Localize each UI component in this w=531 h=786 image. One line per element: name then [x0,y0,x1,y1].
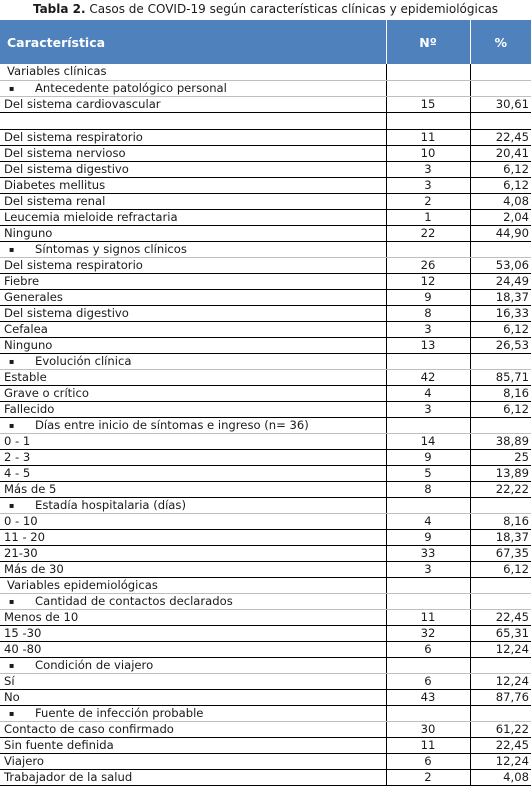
empty-cell [470,417,531,433]
row-count: 8 [386,305,470,321]
row-percent: 85,71 [470,369,531,385]
row-percent: 6,12 [470,177,531,193]
row-label: Estable [0,369,386,385]
row-count: 3 [386,161,470,177]
bullet-icon: ▪ [9,420,15,430]
table-subgroup-row [0,705,531,721]
empty-cell [470,705,531,721]
table-row [0,369,531,385]
table-blank-row [0,112,531,129]
table-row [0,161,531,177]
table-subgroup-row [0,593,531,609]
row-count: 6 [386,753,470,769]
row-label: Fallecido [0,401,386,417]
subgroup-cell [0,657,386,673]
row-label: Del sistema renal [0,193,386,209]
row-count: 33 [386,545,470,561]
row-percent: 13,89 [470,465,531,481]
row-label: Menos de 10 [0,609,386,625]
table-row [0,129,531,145]
empty-cell [470,80,531,96]
table-subgroup-row [0,241,531,257]
table-caption-label: Tabla 2. [32,2,86,16]
row-count: 9 [386,289,470,305]
row-count: 3 [386,177,470,193]
subgroup-cell [0,417,386,433]
bullet-icon: ▪ [9,660,15,670]
row-label: 0 - 10 [0,513,386,529]
row-count: 3 [386,561,470,577]
row-percent: 12,24 [470,753,531,769]
row-percent: 22,45 [470,129,531,145]
row-label: 15 -30 [0,625,386,641]
row-percent: 26,53 [470,337,531,353]
row-count: 12 [386,273,470,289]
row-count: 32 [386,625,470,641]
row-count: 11 [386,129,470,145]
empty-cell [386,353,470,369]
row-count: 14 [386,433,470,449]
row-count: 10 [386,145,470,161]
subgroup-label: Antecedente patológico personal [35,80,227,95]
row-count: 3 [386,321,470,337]
row-percent: 4,08 [470,769,531,785]
empty-cell [386,657,470,673]
subgroup-cell [0,353,386,369]
bullet-icon: ▪ [9,708,15,718]
row-label: Fiebre [0,273,386,289]
table-group-row [0,64,531,80]
table-row [0,321,531,337]
table-group-row [0,577,531,593]
row-label: Más de 30 [0,561,386,577]
row-percent: 87,76 [470,689,531,705]
empty-cell [470,353,531,369]
row-percent: 6,12 [470,161,531,177]
table-row [0,673,531,689]
row-label: Del sistema respiratorio [0,257,386,273]
row-percent: 22,22 [470,481,531,497]
row-count: 13 [386,337,470,353]
subgroup-cell [0,497,386,513]
empty-cell [386,417,470,433]
row-label: Ninguno [0,337,386,353]
table-row [0,721,531,737]
row-percent: 20,41 [470,145,531,161]
table-row [0,193,531,209]
row-label: 0 - 1 [0,433,386,449]
group-label: Variables epidemiológicas [0,577,386,593]
row-percent: 16,33 [470,305,531,321]
empty-cell [470,497,531,513]
table-header [0,20,531,64]
subgroup-label: Síntomas y signos clínicos [35,241,187,256]
row-label: 40 -80 [0,641,386,657]
row-percent: 2,04 [470,209,531,225]
empty-cell [386,241,470,257]
row-label: Sí [0,673,386,689]
row-percent: 22,45 [470,737,531,753]
row-count: 15 [386,96,470,112]
table-row [0,513,531,529]
empty-cell [470,112,531,129]
table-row [0,529,531,545]
bullet-icon: ▪ [9,244,15,254]
row-count: 5 [386,465,470,481]
row-label: No [0,689,386,705]
table-row [0,545,531,561]
row-label: Del sistema nervioso [0,145,386,161]
header-porcentaje: % [494,34,508,50]
row-percent: 18,37 [470,289,531,305]
subgroup-label: Evolución clínica [35,353,132,368]
subgroup-cell [0,80,386,96]
row-percent: 25 [470,449,531,465]
table-row [0,385,531,401]
empty-cell [470,241,531,257]
empty-cell [470,657,531,673]
row-percent: 44,90 [470,225,531,241]
subgroup-label: Estadía hospitalaria (días) [35,497,186,512]
table-subgroup-row [0,657,531,673]
row-count: 9 [386,529,470,545]
bullet-icon: ▪ [9,83,15,93]
empty-cell [386,64,470,80]
row-count: 8 [386,481,470,497]
bullet-icon: ▪ [9,356,15,366]
row-label: Del sistema digestivo [0,305,386,321]
table-row [0,689,531,705]
table-row [0,753,531,769]
empty-cell [386,705,470,721]
row-percent: 8,16 [470,385,531,401]
row-label: Ninguno [0,225,386,241]
subgroup-label: Cantidad de contactos declarados [35,593,233,608]
group-label: Variables clínicas [0,64,386,80]
row-percent: 22,45 [470,609,531,625]
empty-cell [386,497,470,513]
table-row [0,609,531,625]
table-row [0,209,531,225]
row-label: Del sistema digestivo [0,161,386,177]
table-caption [0,0,531,20]
table-header-row [0,20,531,64]
subgroup-cell [0,593,386,609]
table-row [0,177,531,193]
table-row [0,737,531,753]
row-percent: 24,49 [470,273,531,289]
table-row [0,257,531,273]
table-row [0,641,531,657]
row-percent: 30,61 [470,96,531,112]
bullet-icon: ▪ [9,596,15,606]
row-percent: 67,35 [470,545,531,561]
row-label: Generales [0,289,386,305]
empty-cell [470,577,531,593]
row-percent: 12,24 [470,673,531,689]
row-label: 21-30 [0,545,386,561]
subgroup-cell [0,241,386,257]
table-row [0,289,531,305]
row-count: 4 [386,513,470,529]
row-count: 6 [386,673,470,689]
row-label: 11 - 20 [0,529,386,545]
row-percent: 6,12 [470,401,531,417]
table-row [0,337,531,353]
empty-cell [470,64,531,80]
covid-characteristics-table [0,20,531,786]
row-percent: 61,22 [470,721,531,737]
row-label: Leucemia mieloide refractaria [0,209,386,225]
row-label: Contacto de caso confirmado [0,721,386,737]
table-row [0,561,531,577]
row-label: Del sistema respiratorio [0,129,386,145]
row-count: 42 [386,369,470,385]
table-row [0,225,531,241]
bullet-icon: ▪ [9,500,15,510]
subgroup-label: Condición de viajero [35,657,154,672]
subgroup-cell [0,705,386,721]
table-row [0,273,531,289]
row-percent: 4,08 [470,193,531,209]
row-percent: 6,12 [470,561,531,577]
table-row [0,769,531,785]
table-row [0,449,531,465]
row-count: 4 [386,385,470,401]
empty-cell [0,112,386,129]
row-count: 6 [386,641,470,657]
subgroup-label: Días entre inicio de síntomas e ingreso (n= 36) [35,417,309,432]
empty-cell [470,593,531,609]
subgroup-label: Fuente de infección probable [35,705,204,720]
empty-cell [386,593,470,609]
row-count: 11 [386,737,470,753]
table-subgroup-row [0,417,531,433]
row-count: 1 [386,209,470,225]
row-count: 22 [386,225,470,241]
row-count: 26 [386,257,470,273]
row-label: Cefalea [0,321,386,337]
table-row [0,625,531,641]
row-count: 43 [386,689,470,705]
row-label: Diabetes mellitus [0,177,386,193]
table-subgroup-row [0,80,531,96]
row-label: 4 - 5 [0,465,386,481]
empty-cell [386,577,470,593]
row-label: 2 - 3 [0,449,386,465]
table-row [0,305,531,321]
row-label: Del sistema cardiovascular [0,96,386,112]
row-percent: 12,24 [470,641,531,657]
row-label: Grave o crítico [0,385,386,401]
empty-cell [386,112,470,129]
table-row [0,433,531,449]
table-row [0,96,531,112]
row-count: 2 [386,193,470,209]
row-count: 30 [386,721,470,737]
row-percent: 18,37 [470,529,531,545]
table-row [0,145,531,161]
row-label: Viajero [0,753,386,769]
table-row [0,401,531,417]
empty-cell [386,80,470,96]
row-label: Sin fuente definida [0,737,386,753]
row-count: 11 [386,609,470,625]
row-percent: 38,89 [470,433,531,449]
row-percent: 8,16 [470,513,531,529]
row-label: Trabajador de la salud [0,769,386,785]
table-row [0,465,531,481]
row-count: 9 [386,449,470,465]
row-percent: 53,06 [470,257,531,273]
row-percent: 65,31 [470,625,531,641]
table-caption-text: Casos de COVID-19 según características clínicas y epidemiológicas [85,2,499,16]
row-percent: 6,12 [470,321,531,337]
table-subgroup-row [0,497,531,513]
header-numero: Nº [386,20,470,64]
row-label: Más de 5 [0,481,386,497]
table-body [0,64,531,785]
header-caracteristica: Característica [0,20,386,64]
row-count: 2 [386,769,470,785]
row-count: 3 [386,401,470,417]
table-row [0,481,531,497]
table-subgroup-row [0,353,531,369]
